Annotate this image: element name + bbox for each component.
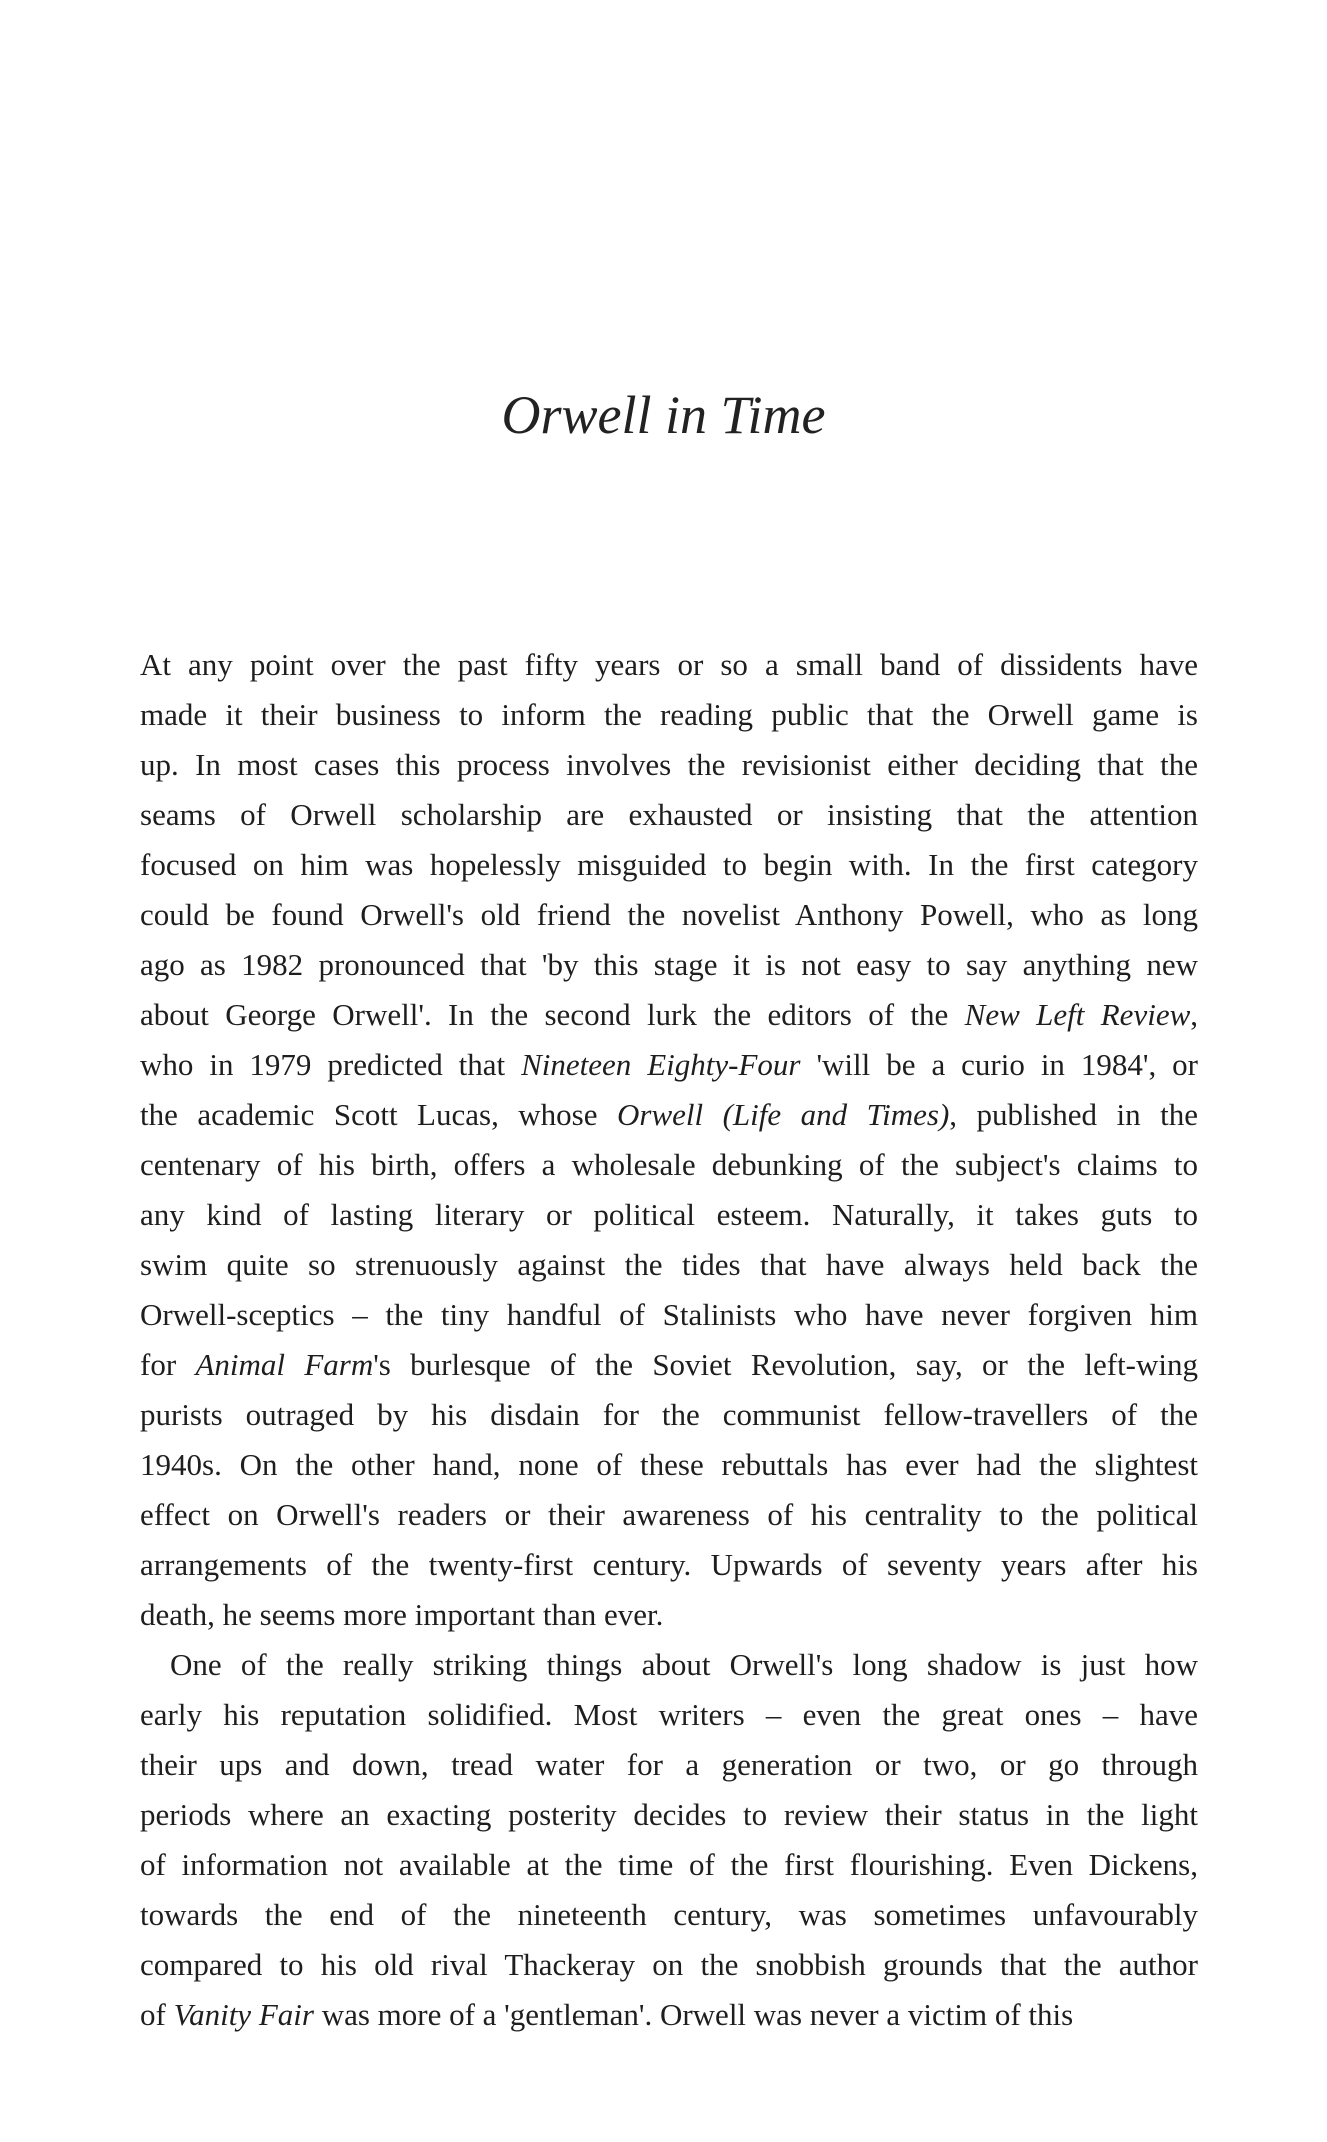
text-run: seams of Orwell scholarship are exhausted or insisting that the attention [140,797,1198,832]
text-line [140,1640,1198,1690]
work-title: Vanity Fair [173,1997,314,2032]
text-line [140,1490,1198,1540]
text-line [140,640,1198,690]
text-line [140,740,1198,790]
text-run: about George Orwell'. In the second lurk the editors of the [140,997,965,1032]
text-line [140,1190,1198,1240]
text-line [140,1990,1198,2040]
text-run: the academic Scott Lucas, whose [140,1097,617,1132]
text-run: 's burlesque of the Soviet Revolution, say, or the left-wing [373,1347,1199,1382]
text-line [140,1840,1198,1890]
text-run: could be found Orwell's old friend the novelist Anthony Powell, who as long [140,897,1198,932]
text-line [140,1290,1198,1340]
text-run: made it their business to inform the reading public that the Orwell game is [140,697,1198,732]
text-line [140,1690,1198,1740]
text-run: death, he seems more important than ever. [140,1597,664,1632]
text-line [140,690,1198,740]
text-run: towards the end of the nineteenth century, was sometimes unfavourably [140,1897,1198,1932]
text-run: of [140,1997,174,2032]
text-line [140,1240,1198,1290]
text-run: , published in the [949,1097,1198,1132]
text-run: was more of a 'gentleman'. Orwell was never a victim of this [313,1997,1074,2032]
text-run: up. In most cases this process involves the revisionist either deciding that the [140,747,1198,782]
text-line [140,1590,1198,1640]
text-line [140,1440,1198,1490]
text-line [140,1390,1198,1440]
text-line [140,1540,1198,1590]
text-line [140,1740,1198,1790]
text-line [140,1790,1198,1840]
text-run: periods where an exacting posterity decides to review their status in the light [140,1797,1198,1832]
text-run: any kind of lasting literary or political esteem. Naturally, it takes guts to [140,1197,1198,1232]
text-run: 'will be a curio in 1984', or [800,1047,1199,1082]
text-line [140,990,1198,1040]
text-run: for [140,1347,196,1382]
text-run: swim quite so strenuously against the tides that have always held back the [140,1247,1198,1282]
text-line [140,1040,1198,1090]
text-run: centenary of his birth, offers a wholesale debunking of the subject's claims to [140,1147,1198,1182]
text-line [140,1940,1198,1990]
text-run: who in 1979 predicted that [140,1047,522,1082]
text-run: of information not available at the time of the first flourishing. Even Dickens, [140,1847,1198,1882]
work-title: Nineteen Eighty-Four [521,1047,801,1082]
text-line [140,940,1198,990]
work-title: Orwell (Life and Times) [617,1097,950,1132]
text-run: Orwell-sceptics – the tiny handful of Stalinists who have never forgiven him [140,1297,1198,1332]
chapter-title: Orwell in Time [501,385,826,445]
text-run: One of the really striking things about Orwell's long shadow is just how [170,1647,1198,1682]
text-run: their ups and down, tread water for a generation or two, or go through [140,1747,1198,1782]
work-title: New Left Review [964,997,1191,1032]
text-line [140,890,1198,940]
paragraph [140,1640,1198,2040]
text-line [140,1140,1198,1190]
text-run: arrangements of the twenty-first century. Upwards of seventy years after his [140,1547,1198,1582]
text-run: purists outraged by his disdain for the communist fellow-travellers of the [140,1397,1198,1432]
text-line [140,790,1198,840]
text-run: ago as 1982 pronounced that 'by this stage it is not easy to say anything new [140,947,1198,982]
text-line [140,1890,1198,1940]
text-run: At any point over the past fifty years or so a small band of dissidents have [140,647,1198,682]
text-run: focused on him was hopelessly misguided to begin with. In the first category [140,847,1198,882]
text-line [140,1340,1198,1390]
text-run: , [1190,997,1198,1032]
body-text [140,640,1198,2040]
work-title: Animal Farm [195,1347,374,1382]
text-run: compared to his old rival Thackeray on the snobbish grounds that the author [140,1947,1198,1982]
text-line [140,840,1198,890]
paragraph [140,640,1198,1640]
text-run: effect on Orwell's readers or their awareness of his centrality to the political [140,1497,1198,1532]
text-run: early his reputation solidified. Most writers – even the great ones – have [140,1697,1198,1732]
text-line [140,1090,1198,1140]
text-run: 1940s. On the other hand, none of these rebuttals has ever had the slightest [140,1447,1198,1482]
